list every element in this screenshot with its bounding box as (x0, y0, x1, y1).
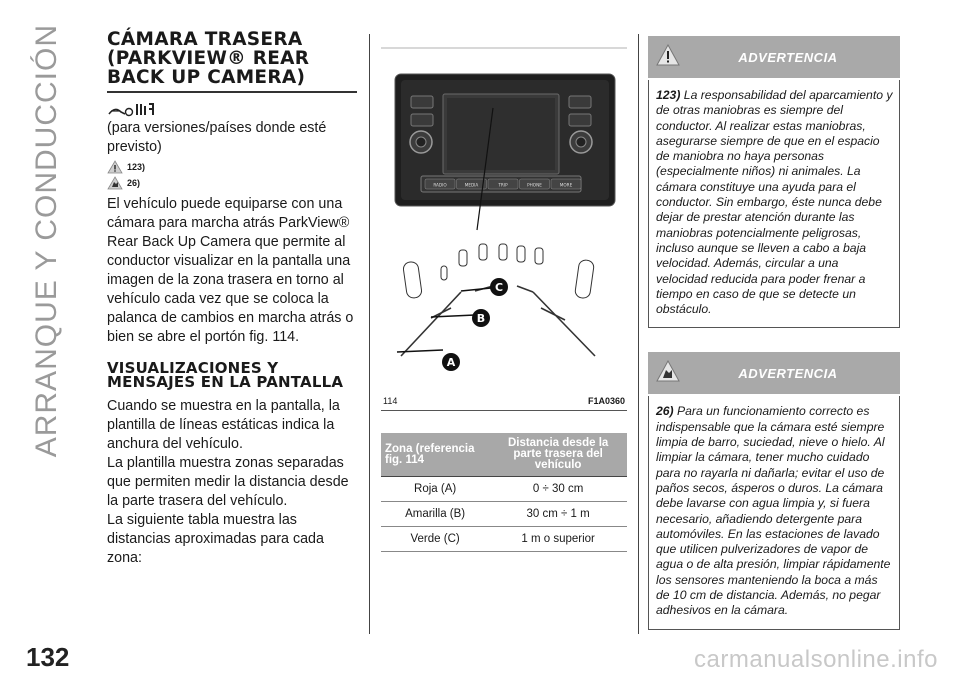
figure-caption (381, 394, 627, 411)
label-b: B (476, 312, 486, 325)
warning-number-2: 26) (656, 404, 674, 419)
table-header-zone: Zona (referencia fig. 114 (381, 433, 489, 477)
table-cell-zone: Verde (C) (381, 527, 489, 552)
radio-button-label: PHONE (527, 182, 542, 188)
warning-reference (107, 159, 357, 175)
warning-title-1: ADVERTENCIA (738, 49, 838, 65)
figure-code: F1A0360 (587, 396, 625, 406)
column-divider-1 (369, 34, 370, 634)
radio-button-label: RADIO (433, 182, 447, 188)
chapter-title: ARRANQUE Y CONDUCCIÓN (30, 24, 63, 458)
figure-number: 114 (383, 396, 398, 406)
caution-reference (107, 175, 357, 191)
figure-column (381, 34, 627, 552)
distance-table (381, 433, 627, 552)
availability-symbols (107, 99, 357, 119)
warning-header-1 (648, 36, 900, 78)
table-cell-zone: Amarilla (B) (381, 502, 489, 527)
table-row (381, 527, 627, 552)
intro-paragraph: El vehículo puede equiparse con una cámara para marcha atrás ParkView® Rear Back Up Camera que permite al conductor visualizar en la pantalla una imagen de la zona trasera en torno al vehículo cada vez que se coloca la palanca de cambios en marcha atrás o bien se abre el portón fig. 114. (107, 196, 354, 345)
paragraph-3: La siguiente tabla muestra las distancias aproximadas para cada zona: (107, 512, 324, 566)
paragraph-2: La plantilla muestra zonas separadas que permiten medir la distancia desde la parte trasera del vehículo. (107, 455, 349, 509)
warning-triangle-icon (107, 160, 123, 174)
radio-button-label: MORE (559, 182, 573, 188)
column-divider-2 (638, 34, 639, 634)
caution-ref-number: 26) (127, 178, 141, 188)
table-cell-distance: 0 ÷ 30 cm (489, 477, 627, 502)
caution-hand-icon (107, 176, 123, 190)
section-title: CÁMARA TRASERA (PARKVIEW® REAR BACK UP CAMERA) (107, 30, 357, 93)
warning-triangle-icon (656, 44, 680, 66)
watermark: carmanualsonline.info (694, 646, 938, 673)
table-cell-distance: 1 m o superior (489, 527, 627, 552)
warning-header-2 (648, 352, 900, 394)
chapter-sidebar (12, 24, 82, 624)
warning-title-2: ADVERTENCIA (738, 365, 838, 381)
warning-number-1: 123) (656, 88, 681, 102)
caution-hand-icon (656, 360, 680, 382)
main-text-column (107, 30, 357, 568)
table-row (381, 477, 627, 502)
warnings-column (648, 36, 900, 630)
warning-text-2: Para un funcionamiento correcto es indispensable que la cámara esté siempre limpia de barro, suciedad, nieve o hielo. Al limpiar la cámara, tener mucho cuidado para no rayarla ni dañarla; evitar el uso de paños secos, ásperos o duros. La cámara debe lavarse con agua limpia y, si fuera necesario, añadiendo detergente para automóviles. En las estaciones de lavado que utilicen pulverizadores de vapor de agua o de alta presión, limpiar rápidamente los sensores manteniendo la boca a más de 10 cm de distancia. Además, no pegar adhesivos en la cámara. (656, 404, 891, 618)
page-number: 132 (26, 642, 70, 672)
warning-body-2 (648, 396, 900, 629)
table-header-distance: Distancia desde la parte trasera del vehículo (489, 433, 627, 477)
radio-button-label: TRIP (498, 182, 508, 188)
radio-button-row (425, 179, 581, 189)
table-row (381, 502, 627, 527)
table-cell-zone: Roja (A) (381, 477, 489, 502)
equipment-symbol-icon (107, 100, 161, 118)
table-cell-distance: 30 cm ÷ 1 m (489, 502, 627, 527)
camera-illustration (381, 34, 627, 394)
table-header-row (381, 433, 627, 477)
figure-114 (381, 34, 627, 394)
radio-button-label: MEDIA (464, 182, 479, 188)
availability-note: (para versiones/países donde esté previsto) (107, 120, 327, 155)
warning-ref-number: 123) (127, 162, 146, 172)
warning-text-1: La responsabilidad del aparcamiento y de otras maniobras es siempre del conductor. Al realizar estas maniobras, asegurarse siempre de que en el espacio de maniobra no haya personas (especialmente niños) ni animales. La cámara constituye una ayuda para el conductor. Sin embargo, éste nunca debe dejar de prestar atención durante las maniobras potencialmente peligrosas, incluso aunque se lleven a cabo a baja velocidad. Además, circular a una velocidad reducida para poder frenar a tiempo en caso de que se detecte un obstáculo. (656, 88, 893, 317)
paragraph-1: Cuando se muestra en la pantalla, la plantilla de líneas estáticas indica la anchura del vehículo. (107, 398, 340, 452)
subsection-title: VISUALIZACIONES Y MENSAJES EN LA PANTALLA (107, 359, 344, 391)
warning-body-1 (648, 80, 900, 328)
label-c: C (494, 281, 504, 294)
label-a: A (446, 356, 456, 369)
